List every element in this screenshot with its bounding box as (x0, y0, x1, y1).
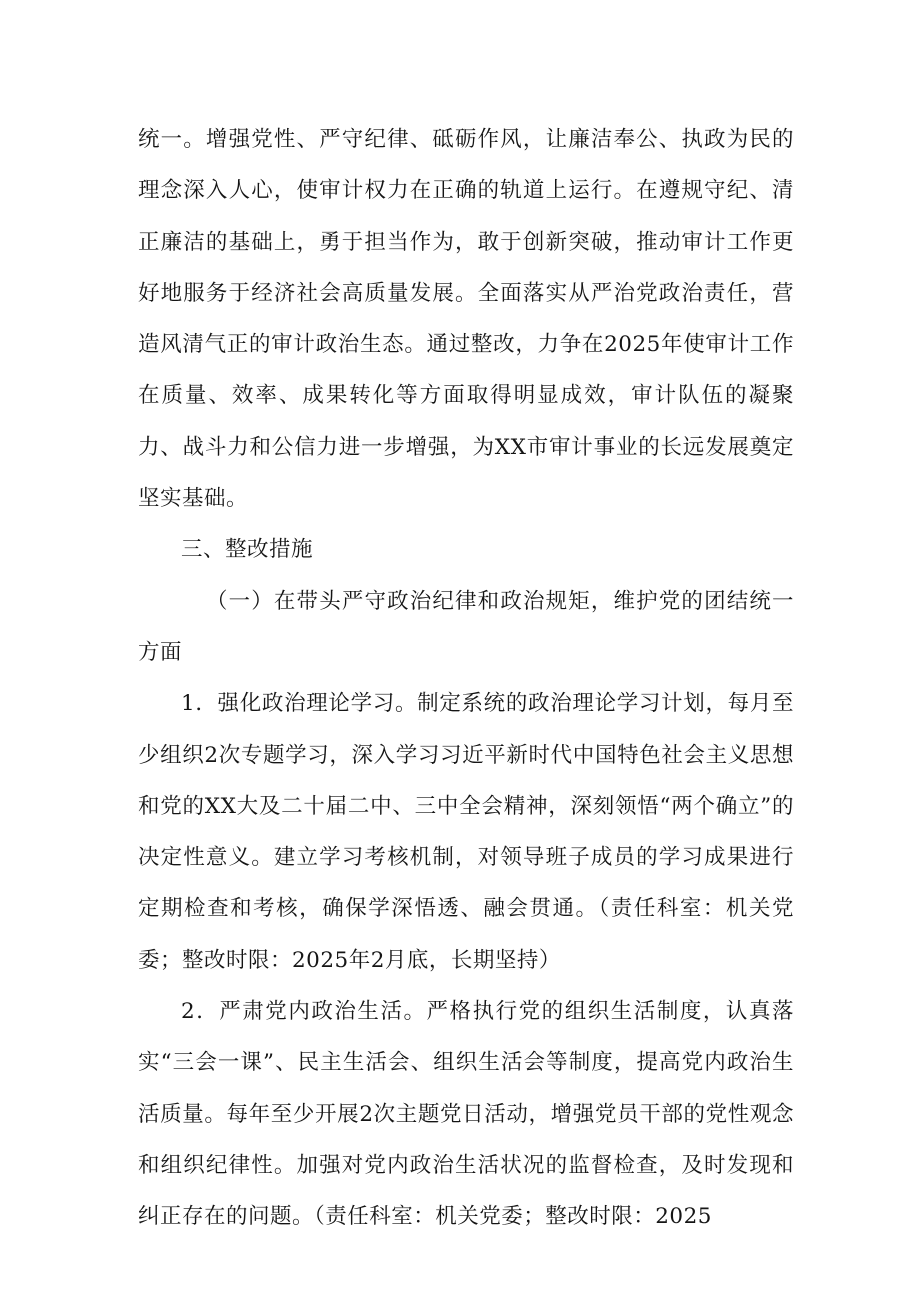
section-three-heading: 三、整改措施 (181, 537, 314, 563)
paragraph-goal-continuation: 统一。增强党性、严守纪律、砥砺作风，让廉洁奉公、执政为民的理念深入人心，使审计权力在正确的轨道上运行。在遵规守纪、清正廉洁的基础上，勇于担当作为，敢于创新突破，推动审计工作更好地服务于经济社会高质量发展。全面落实从严治党政治责任，营造风清气正的审计政治生态。通过整改，力争在2025年使审计工作在质量、效率、成果转化等方面取得明显成效，审计队伍的凝聚力、战斗力和公信力进一步增强，为XX市审计事业的长远发展奠定坚实基础。 (138, 127, 794, 512)
measure-2-paragraph: 2．严肃党内政治生活。严格执行党的组织生活制度，认真落实“三会一课”、民主生活会、组织生活会等制度，提高党内政治生活质量。每年至少开展2次主题党日活动，增强党员干部的党性观念和组织纪律性。加强对党内政治生活状况的监督检查，及时发现和纠正存在的问题。（责任科室：机关党委；整改时限：2025 (138, 999, 794, 1230)
measure-1-paragraph: 1．强化政治理论学习。制定系统的政治理论学习计划，每月至少组织2次专题学习，深入学习习近平新时代中国特色社会主义思想和党的XX大及二十届二中、三中全会精神，深刻领悟“两个确立”的决定性意义。建立学习考核机制，对领导班子成员的学习成果进行定期检查和考核，确保学深悟透、融会贯通。（责任科室：机关党委；整改时限：2025年2月底，长期坚持） (138, 691, 794, 973)
document-body (138, 114, 794, 1243)
subsection-one-heading: （一）在带头严守政治纪律和政治规矩，维护党的团结统一方面 (138, 588, 794, 665)
